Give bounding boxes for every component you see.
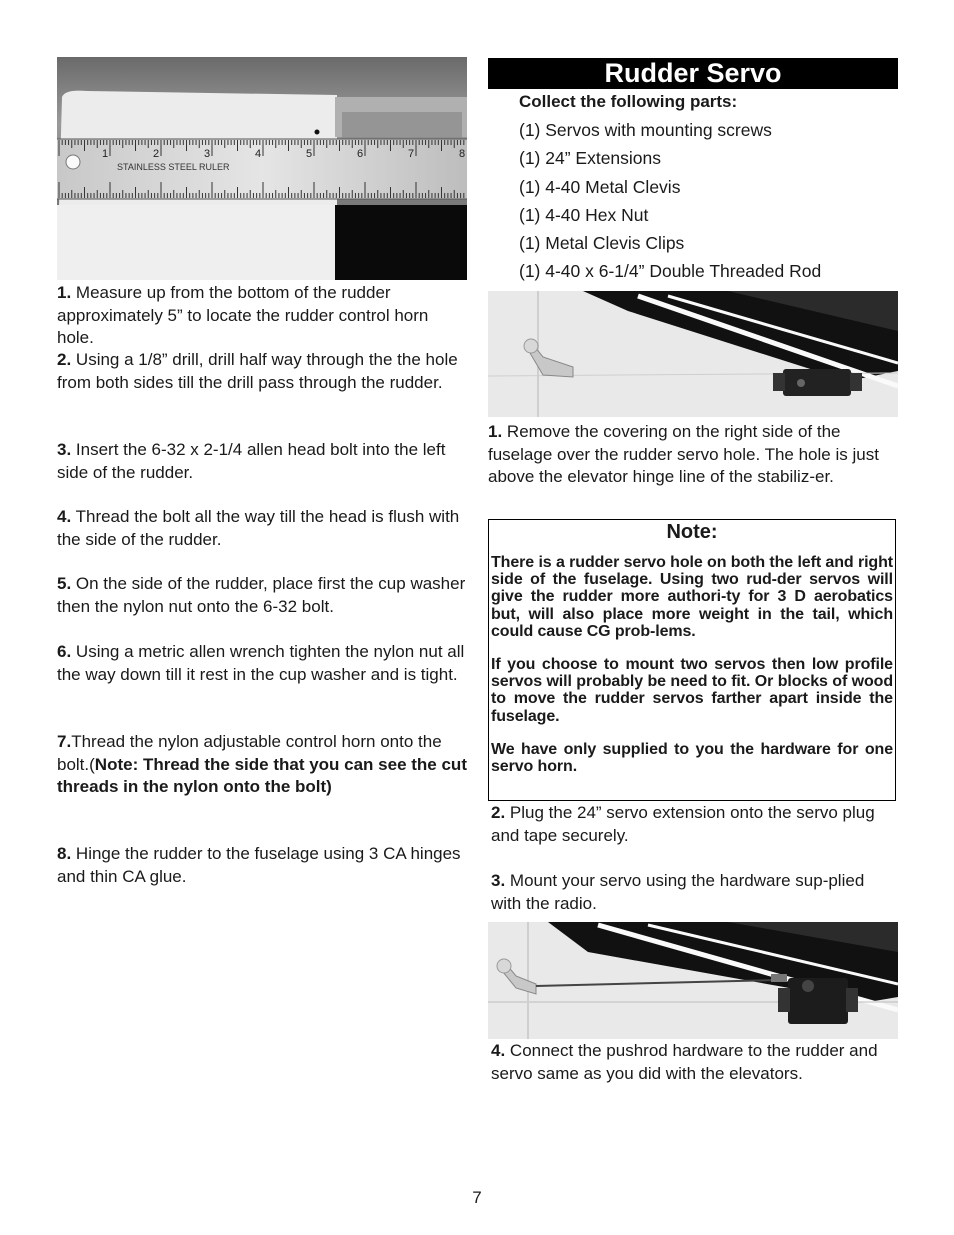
left-step-2 [57, 349, 469, 394]
ruler-number: 1 [102, 148, 109, 160]
right-step-4 [491, 1040, 896, 1085]
right-step-2 [491, 802, 896, 847]
ruler-number: 6 [357, 148, 364, 160]
rudder-ruler-image [57, 57, 467, 280]
step-text: Thread the nylon adjustable control horn onto the bolt.( [57, 732, 442, 774]
ruler-number: 5 [306, 148, 313, 160]
step-number: 3. [57, 440, 72, 459]
pushrod-image [488, 922, 898, 1039]
step-number: 2. [491, 803, 506, 822]
rudder-ruler-photo [57, 57, 467, 280]
step-note: Note: Thread the side that you can see the cut threads in the nylon onto the bolt) [57, 754, 467, 796]
step-number: 1. [57, 283, 72, 302]
ruler-number: 4 [255, 148, 262, 160]
step-number: 1. [488, 422, 503, 441]
step-number: 4. [57, 507, 72, 526]
step-text: Plug the 24” servo extension onto the servo plug and tape securely. [491, 803, 875, 845]
section-title: Rudder Servo [488, 58, 898, 89]
left-step-6 [57, 641, 469, 686]
step-number: 7. [57, 732, 72, 751]
left-step-7 [57, 731, 469, 799]
step-text: Insert the 6-32 x 2-1/4 allen head bolt into the left side of the rudder. [57, 440, 446, 482]
ruler-number: 2 [153, 148, 160, 160]
step-text: Mount your servo using the hardware sup-plied with the radio. [491, 871, 865, 913]
step-text: Connect the pushrod hardware to the rudder and servo same as you did with the elevators. [491, 1041, 878, 1083]
step-text: Hinge the rudder to the fuselage using 3 CA hinges and thin CA glue. [57, 844, 461, 886]
note-paragraph: There is a rudder servo hole on both the left and right side of the fuselage. Using two rud-der servos will give the rudder more authori-ty for 3 D aerobatics but, will also place more weight in the tail, which could cause CG prob-lems. [491, 554, 893, 640]
left-step-8 [57, 843, 469, 888]
part-item: (1) 4-40 Hex Nut [519, 204, 649, 225]
servo-hole-image [488, 291, 898, 417]
ruler-number: 7 [408, 148, 415, 160]
ruler-number: 8 [459, 148, 466, 160]
step-number: 6. [57, 642, 72, 661]
left-step-4 [57, 506, 469, 551]
note-title: Note: [666, 521, 718, 543]
step-text: Measure up from the bottom of the rudder approximately 5” to locate the rudder control horn hole. [57, 283, 429, 347]
step-text: Remove the covering on the right side of the fuselage over the rudder servo hole. The hole is just above the elevator hinge line of the stabiliz-er. [488, 422, 879, 486]
left-step-5 [57, 573, 469, 618]
step-number: 5. [57, 574, 72, 593]
ruler-brand-text: STAINLESS STEEL RULER [117, 162, 230, 172]
parts-list [519, 116, 821, 286]
right-step-3 [491, 870, 896, 915]
part-item: (1) 4-40 Metal Clevis [519, 176, 681, 197]
note-paragraph: We have only supplied to you the hardware for one servo horn. [491, 740, 893, 776]
step-text: Using a 1/8” drill, drill half way through the the hole from both sides till the drill pass through the rudder. [57, 350, 458, 392]
page-number: 7 [472, 1188, 482, 1207]
part-item: (1) Metal Clevis Clips [519, 233, 685, 254]
step-number: 8. [57, 844, 72, 863]
step-number: 3. [491, 871, 506, 890]
right-step-1 [488, 421, 898, 489]
step-text: Thread the bolt all the way till the head is flush with the side of the rudder. [57, 507, 460, 549]
left-step-1 [57, 282, 469, 350]
step-number: 2. [57, 350, 72, 369]
step-number: 4. [491, 1041, 506, 1060]
part-item: (1) Servos with mounting screws [519, 120, 772, 140]
note-box [488, 519, 896, 801]
pushrod-photo [488, 922, 898, 1039]
note-paragraph: If you choose to mount two servos then low profile servos will probably be need to fit. Or blocks of wood to move the rudder servos farther apart inside the fuselage. [491, 656, 893, 725]
servo-hole-photo [488, 291, 898, 417]
step-text: Using a metric allen wrench tighten the nylon nut all the way down till it rest in the cup washer and is tight. [57, 642, 465, 684]
ruler-number: 3 [204, 148, 211, 160]
part-item: (1) 24” Extensions [519, 148, 662, 169]
parts-label: Collect the following parts: [519, 92, 738, 111]
step-text: On the side of the rudder, place first the cup washer then the nylon nut onto the 6-32 bolt. [57, 574, 466, 616]
left-step-3 [57, 439, 469, 484]
part-item: (1) 4-40 x 6-1/4” Double Threaded Rod [519, 261, 822, 282]
